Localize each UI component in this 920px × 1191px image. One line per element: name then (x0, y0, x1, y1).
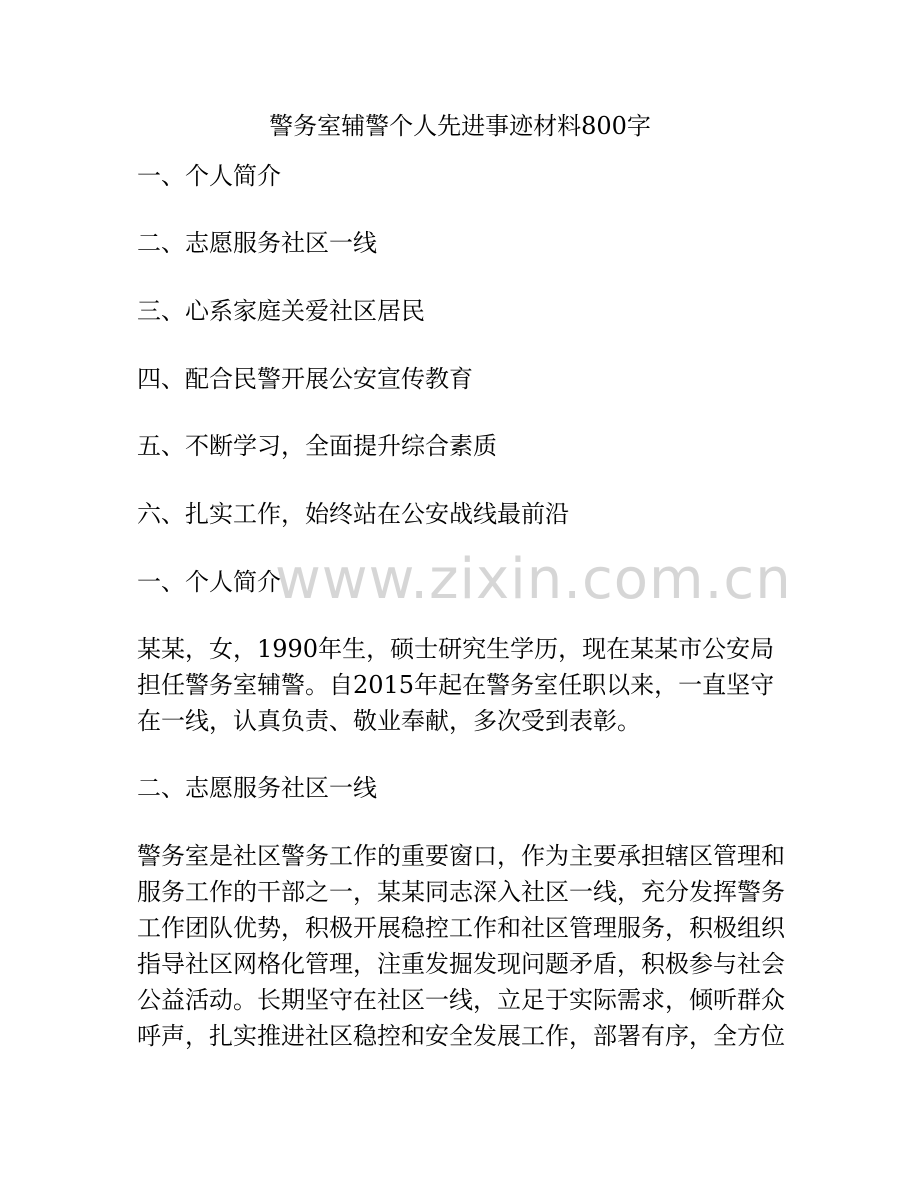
watermark: www.zixin.com.cn (275, 547, 792, 612)
paragraph-line: 公益活动。长期坚守在社区一线，立足于实际需求，倾听群众 (137, 986, 785, 1014)
toc-item-1: 一、个人简介 (137, 162, 281, 190)
section-2-paragraph (137, 838, 797, 1054)
paragraph-line: 警务室是社区警务工作的重要窗口，作为主要承担辖区管理和 (137, 842, 785, 870)
paragraph-line: 在一线，认真负责、敬业奉献，多次受到表彰。 (137, 707, 641, 735)
paragraph-line: 指导社区网格化管理，注重发掘发现问题矛盾，积极参与社会 (137, 950, 785, 978)
paragraph-line: 服务工作的干部之一，某某同志深入社区一线，充分发挥警务 (137, 878, 785, 906)
section-1-paragraph (137, 631, 797, 739)
toc-item-3: 三、心系家庭关爱社区居民 (137, 297, 425, 325)
section-1-heading: 一、个人简介 (137, 568, 281, 596)
paragraph-line: 呼声，扎实推进社区稳控和安全发展工作，部署有序，全方位 (137, 1022, 785, 1050)
document-title: 警务室辅警个人先进事迹材料800字 (269, 112, 651, 140)
paragraph-line: 担任警务室辅警。自2015年起在警务室任职以来，一直坚守 (137, 671, 775, 699)
toc-item-2: 二、志愿服务社区一线 (137, 229, 377, 257)
section-2-heading: 二、志愿服务社区一线 (137, 774, 377, 802)
toc-item-4: 四、配合民警开展公安宣传教育 (137, 365, 473, 393)
toc-item-6: 六、扎实工作，始终站在公安战线最前沿 (137, 500, 569, 528)
paragraph-line: 工作团队优势，积极开展稳控工作和社区管理服务，积极组织 (137, 914, 785, 942)
toc-item-5: 五、不断学习，全面提升综合素质 (137, 432, 497, 460)
paragraph-line: 某某，女，1990年生，硕士研究生学历，现在某某市公安局 (137, 635, 775, 663)
